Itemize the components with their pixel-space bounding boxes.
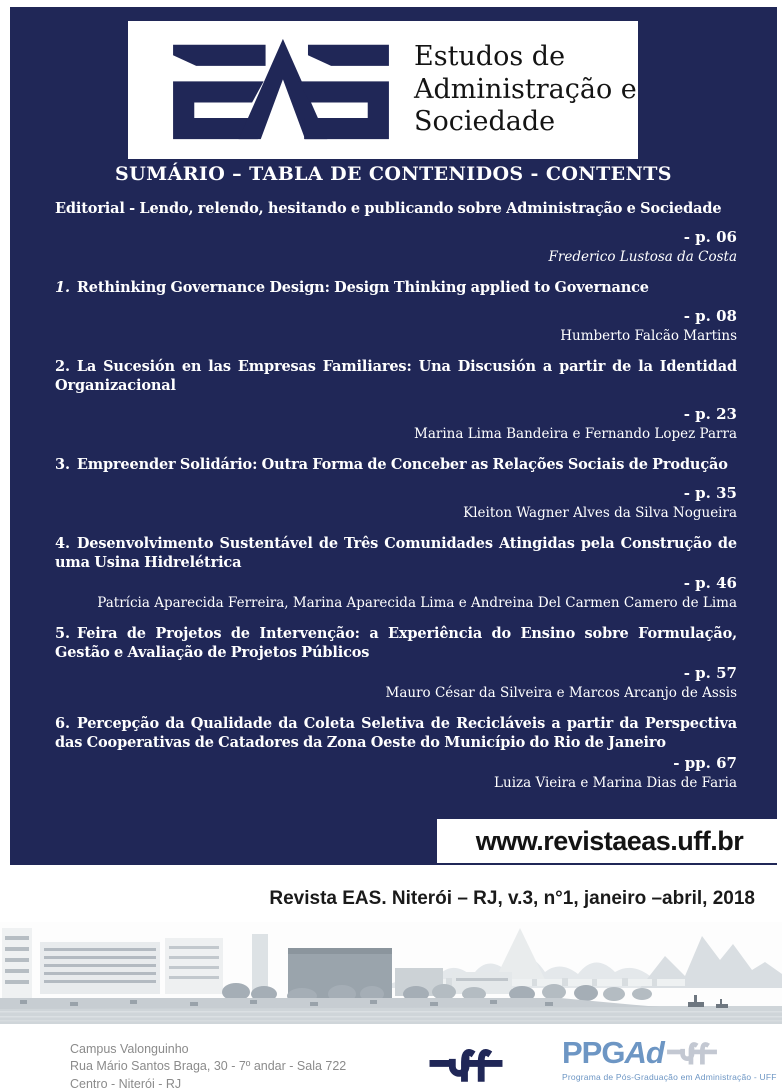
toc-entry-4 [55,535,737,611]
toc-entry-5 [55,625,737,701]
entry-title [55,279,737,298]
toc-entry-2 [55,358,737,442]
entry-page: - p. 08 [683,306,737,325]
entry-authors: Marina Lima Bandeira e Fernando Lopez Parra [414,425,737,442]
journal-title-line1: Estudos de [414,40,566,72]
entry-authors: Luiza Vieira e Marina Dias de Faria [494,774,737,791]
ppgad-text: PPGAd [562,1035,664,1070]
entry-title-text: Rethinking Governance Design: Design Thinking applied to Governance [76,278,649,296]
entry-title-text: Percepção da Qualidade da Coleta Seletiva de Recicláveis a partir da Perspectiva das Cooperativas de Catadores da Zona Oeste do Município do Rio de Janeiro [55,714,737,751]
entry-number: 6. [55,714,70,732]
entry-number: 1. [55,278,70,296]
contents-heading: SUMÁRIO – TABLA DE CONTENIDOS - CONTENTS [115,163,672,185]
table-of-contents [55,200,737,805]
toc-entry-1 [55,279,737,344]
campus-bay-photo [0,922,782,1024]
entry-authors: Kleiton Wagner Alves da Silva Nogueira [463,504,737,521]
entry-title [55,456,737,475]
entry-page: - p. 06 [683,227,737,246]
uff-logo-icon [428,1045,504,1085]
entry-title-text: Empreender Solidário: Outra Forma de Conceber as Relações Sociais de Produção [76,455,728,473]
entry-number: 4. [55,534,70,552]
issue-line: Revista EAS. Niterói – RJ, v.3, n°1, janeiro –abril, 2018 [269,888,755,909]
entry-page: - p. 23 [683,404,737,423]
masthead [128,21,638,159]
entry-title [55,358,737,396]
toc-entry-3 [55,456,737,521]
entry-number: 5. [55,624,70,642]
eas-logo-icon [162,37,400,143]
address-line2: Rua Mário Santos Braga, 30 - 7º andar - Sala 722 [70,1059,347,1074]
toc-entry-editorial [55,200,737,265]
journal-title [414,41,637,140]
entry-title-text: Editorial - Lendo, relendo, hesitando e publicando sobre Administração e Sociedade [55,200,722,217]
website-url[interactable]: www.revistaeas.uff.br [475,825,744,856]
ppgad-logo [562,1035,777,1082]
entry-title [55,715,737,753]
ppgad-tagline: Programa de Pós-Graduação em Administração - UFF [562,1072,777,1082]
journal-title-line2: Administração e [414,73,637,105]
entry-title [55,535,737,573]
entry-authors: Humberto Falcão Martins [560,327,737,344]
entry-number: 3. [55,455,70,473]
entry-title-text: Desenvolvimento Sustentável de Três Comunidades Atingidas pela Construção de uma Usina Hidrelétrica [55,534,737,571]
entry-title [55,625,737,663]
entry-page: - p. 35 [683,483,737,502]
entry-page: - p. 46 [683,573,737,592]
address-line3: Centro - Niterói - RJ [70,1076,182,1090]
entry-authors: Frederico Lustosa da Costa [548,248,737,265]
ppgad-uff-icon [666,1039,718,1067]
toc-entry-6 [55,715,737,791]
entry-page: - p. 57 [683,663,737,682]
entry-title [55,200,737,219]
journal-title-line3: Sociedade [414,106,556,138]
entry-title-text: La Sucesión en las Empresas Familiares: Una Discusión a partir de la Identidad Organizacional [55,357,737,394]
ppgad-wordmark [562,1037,774,1068]
address-line1: Campus Valonguinho [70,1042,189,1056]
entry-authors: Patrícia Aparecida Ferreira, Marina Aparecida Lima e Andreina Del Carmen Camero de Lima [97,594,737,611]
address-block [70,1041,346,1090]
website-box[interactable] [437,819,782,863]
entry-page: - pp. 67 [673,753,737,772]
entry-title-text: Feira de Projetos de Intervenção: a Experiência do Ensino sobre Formulação, Gestão e Avaliação de Projetos Públicos [55,624,737,661]
entry-authors: Mauro César da Silveira e Marcos Arcanjo de Assis [385,684,737,701]
entry-number: 2. [55,357,70,375]
